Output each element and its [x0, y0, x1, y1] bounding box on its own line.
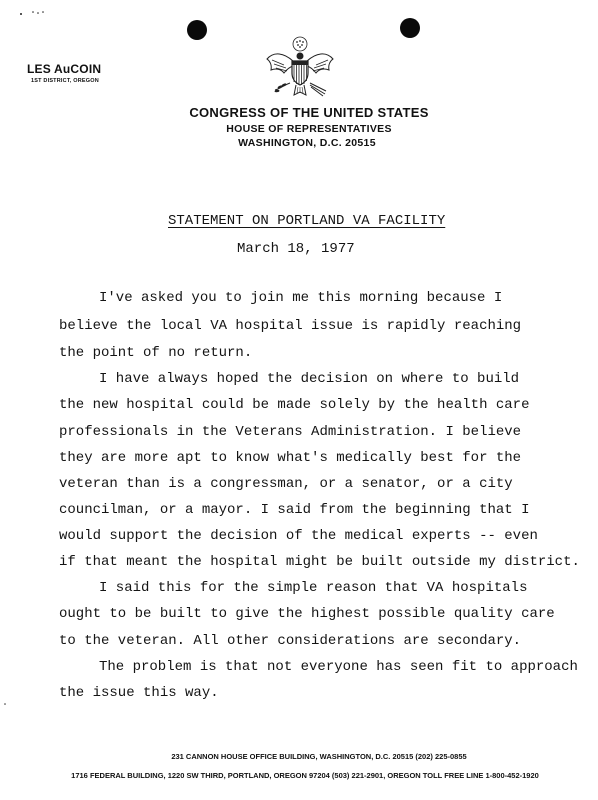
letterhead-house: HOUSE OF REPRESENTATIVES: [226, 123, 392, 135]
body-line: if that meant the hospital might be built outside my district.: [59, 554, 580, 570]
body-line: they are more apt to know what's medically best for the: [59, 450, 522, 466]
letterhead-address: WASHINGTON, D.C. 20515: [238, 137, 376, 149]
body-line: the point of no return.: [59, 345, 253, 361]
body-line: believe the local VA hospital issue is rapidly reaching: [59, 318, 522, 334]
body-line: I have always hoped the decision on where to build: [99, 371, 520, 387]
body-line: The problem is that not everyone has seen fit to approach: [99, 659, 578, 675]
punch-hole-left: [187, 20, 207, 40]
body-line: I've asked you to join me this morning because I: [99, 290, 503, 306]
body-line: would support the decision of the medical experts -- even: [59, 528, 538, 544]
letterhead-congress: CONGRESS OF THE UNITED STATES: [189, 105, 429, 120]
punch-hole-right: [400, 18, 420, 38]
member-district: 1ST DISTRICT, OREGON: [31, 78, 99, 84]
great-seal-icon: [262, 35, 338, 99]
member-name: LES AuCOIN: [27, 62, 102, 76]
body-line: professionals in the Veterans Administration. I believe: [59, 424, 522, 440]
body-line: ought to be built to give the highest possible quality care: [59, 606, 555, 622]
body-line: I said this for the simple reason that VA hospitals: [99, 580, 528, 596]
statement-date: March 18, 1977: [237, 241, 355, 257]
statement-title: STATEMENT ON PORTLAND VA FACILITY: [168, 213, 446, 229]
body-line: veteran than is a congressman, or a senator, or a city: [59, 476, 513, 492]
footer-portland-office: 1716 FEDERAL BUILDING, 1220 SW THIRD, PORTLAND, OREGON 97204 (503) 221-2901, OREGON TOLL FREE LINE 1-800-452-1920: [71, 771, 539, 780]
body-line: the new hospital could be made solely by the health care: [59, 397, 530, 413]
body-line: to the veteran. All other considerations are secondary.: [59, 633, 522, 649]
footer-washington-office: 231 CANNON HOUSE OFFICE BUILDING, WASHINGTON, D.C. 20515 (202) 225-0855: [171, 752, 467, 761]
body-line: the issue this way.: [59, 685, 219, 701]
body-line: councilman, or a mayor. I said from the beginning that I: [59, 502, 530, 518]
